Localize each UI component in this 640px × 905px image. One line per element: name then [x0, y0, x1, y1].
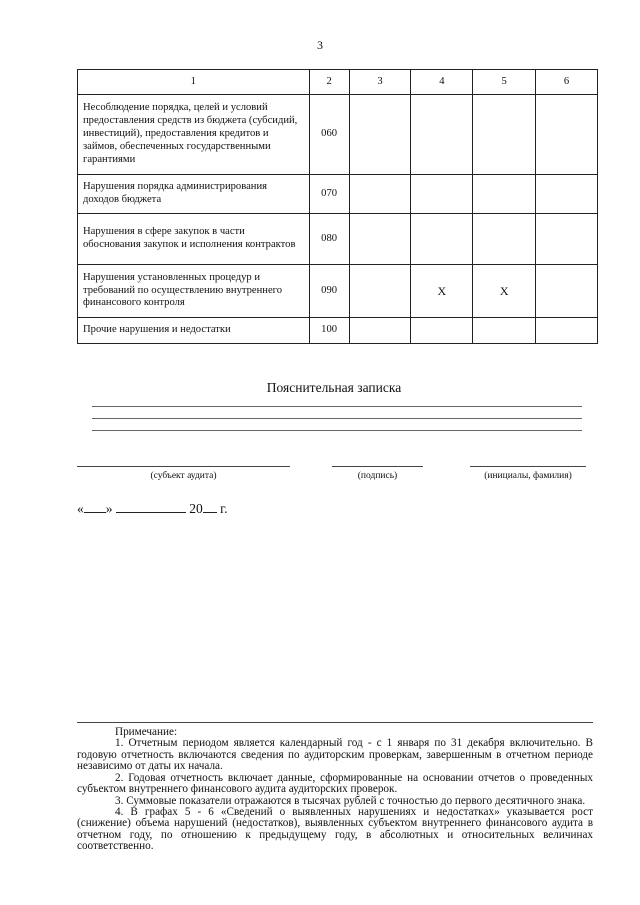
- column-header: 5: [473, 70, 536, 95]
- year-prefix: 20: [189, 501, 203, 516]
- signature-line: [332, 466, 423, 467]
- fill-line: [92, 430, 582, 431]
- note-item: 4. В графах 5 - 6 «Сведений о выявленных нарушениях и недостатках» указывается рост (снижение) объема нарушений (недостатков), выявленных субъектом внутреннего финансового аудита в отчетном году, по отношению к предыдущему году, в абсолютных и относительных величинах соответственно.: [77, 805, 593, 853]
- table-header-row: [78, 70, 598, 95]
- row-code: 100: [309, 318, 349, 344]
- table-row: [78, 175, 598, 214]
- row-label: Нарушения установленных процедур и требований по осуществлению внутреннего финансового контроля: [78, 265, 310, 318]
- violations-table: [77, 69, 598, 344]
- subject-signature-line: [77, 466, 290, 467]
- row-code: 070: [309, 175, 349, 214]
- row-label: Нарушения порядка администрирования доходов бюджета: [78, 175, 310, 214]
- close-quote: »: [105, 501, 113, 516]
- fill-line: [92, 406, 582, 407]
- table-cell: [473, 318, 536, 344]
- subject-caption: (субъект аудита): [150, 471, 217, 481]
- name-signature-line: [470, 466, 586, 467]
- note-item: 2. Годовая отчетность включает данные, сформированные на основании отчетов о проведенных субъектом внутреннего финансового аудита аудиторских проверок.: [77, 771, 593, 796]
- open-quote: «: [77, 501, 84, 516]
- table-row: [78, 265, 598, 318]
- table-cell: Х: [411, 265, 473, 318]
- table-row: [78, 214, 598, 265]
- table-cell: [349, 318, 411, 344]
- row-code: 060: [309, 95, 349, 175]
- year-blank: [203, 500, 217, 513]
- month-blank: [116, 500, 186, 513]
- table-cell: [349, 265, 411, 318]
- table-row: [78, 95, 598, 175]
- date-line: [77, 500, 228, 517]
- table-cell: [349, 214, 411, 265]
- note-item: 3. Суммовые показатели отражаются в тысячах рублей с точностью до первого десятичного знака.: [115, 794, 586, 807]
- table-cell: [411, 318, 473, 344]
- fill-line: [92, 418, 582, 419]
- column-header: 6: [536, 70, 598, 95]
- table-cell: [473, 95, 536, 175]
- table-cell: [536, 265, 598, 318]
- notes-heading: Примечание:: [115, 726, 178, 738]
- table-cell: [349, 175, 411, 214]
- name-caption: (инициалы, фамилия): [484, 471, 572, 481]
- signature-caption: (подпись): [357, 471, 398, 481]
- table-cell: [536, 175, 598, 214]
- table-cell: [536, 95, 598, 175]
- column-header: 3: [349, 70, 411, 95]
- row-code: 090: [309, 265, 349, 318]
- column-header: 4: [411, 70, 473, 95]
- row-label: Несоблюдение порядка, целей и условий предоставления средств из бюджета (субсидий, инвестиций), предоставления кредитов и займов, обеспеченных государственными гарантиями: [78, 95, 310, 175]
- table-row: [78, 318, 598, 344]
- table-cell: [536, 318, 598, 344]
- row-code: 080: [309, 214, 349, 265]
- column-header: 2: [309, 70, 349, 95]
- page-number: 3: [317, 38, 323, 52]
- note-item: 1. Отчетным периодом является календарный год - с 1 января по 31 декабря включительно. В годовую отчетность включаются сведения по аудиторским проверкам, завершенным в отчетном периоде независимо от даты их начала.: [77, 737, 593, 773]
- table-cell: [411, 214, 473, 265]
- year-suffix: г.: [220, 501, 228, 516]
- table-cell: [411, 175, 473, 214]
- table-cell: Х: [473, 265, 536, 318]
- table-cell: [473, 214, 536, 265]
- notes-section: [77, 722, 593, 853]
- table-cell: [411, 95, 473, 175]
- explanatory-note-title: Пояснительная записка: [266, 380, 402, 395]
- row-label: Прочие нарушения и недостатки: [78, 318, 310, 344]
- table-cell: [349, 95, 411, 175]
- table-cell: [536, 214, 598, 265]
- column-header: 1: [78, 70, 310, 95]
- day-blank: [84, 500, 106, 513]
- row-label: Нарушения в сфере закупок в части обоснования закупок и исполнения контрактов: [78, 214, 310, 265]
- table-cell: [473, 175, 536, 214]
